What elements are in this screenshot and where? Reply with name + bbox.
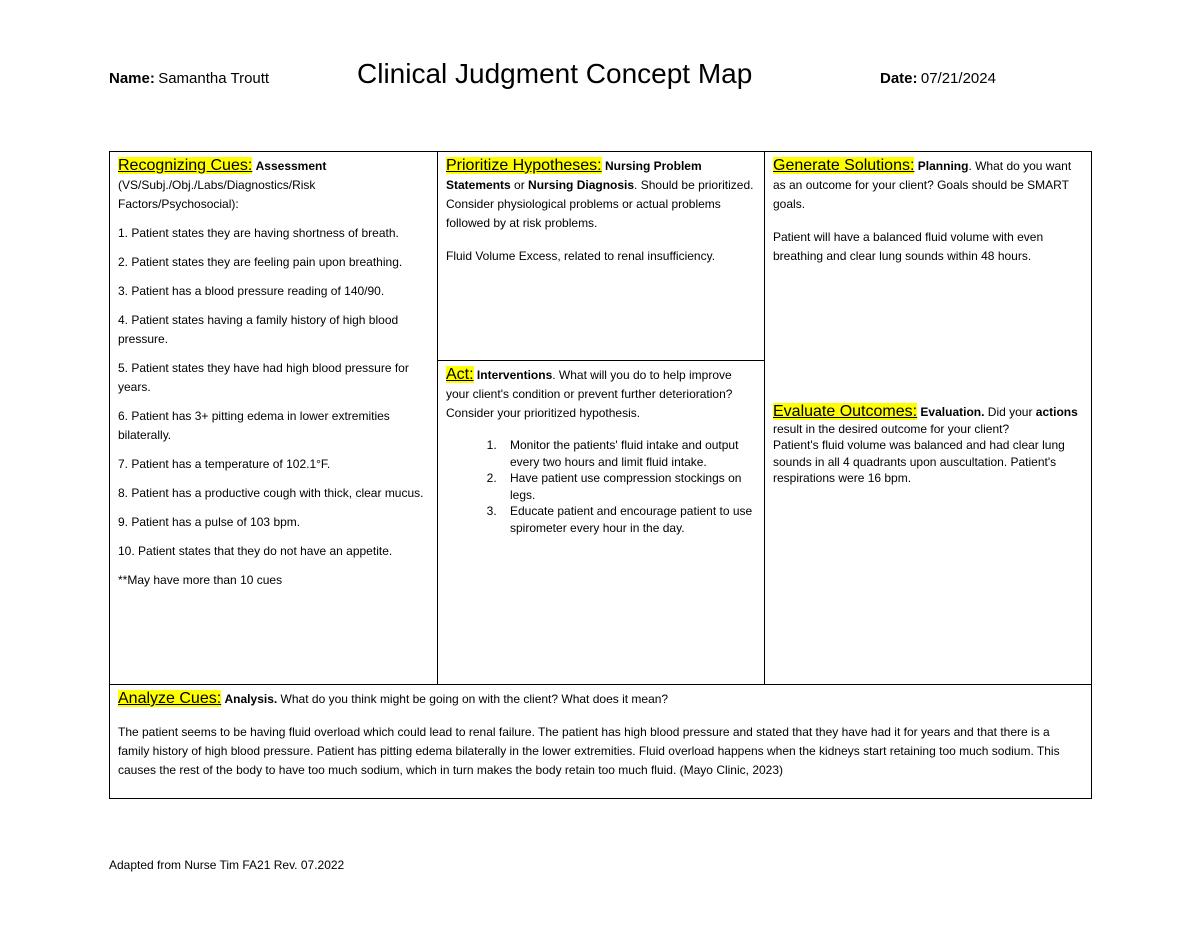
act-instructions: . What will you do to help improve your client's condition or prevent further deterioration? Consider your prioritized hypothesis. bbox=[446, 368, 733, 420]
cue-item: 6. Patient has 3+ pitting edema in lower extremities bilaterally. bbox=[118, 409, 390, 442]
analysis-label: Analysis. bbox=[224, 692, 278, 706]
evaluate-text1: Did your bbox=[984, 405, 1036, 419]
or-word: or bbox=[510, 178, 529, 192]
cues-note: **May have more than 10 cues bbox=[118, 573, 283, 587]
prioritize-answer: Fluid Volume Excess, related to renal insufficiency. bbox=[446, 249, 716, 263]
evaluate-outcomes-heading: Evaluate Outcomes: bbox=[773, 403, 918, 420]
name-field bbox=[109, 70, 269, 87]
recognizing-cues-box bbox=[109, 151, 438, 685]
generate-evaluate-box bbox=[764, 151, 1092, 685]
prioritize-hypotheses-heading: Prioritize Hypotheses: bbox=[446, 157, 602, 174]
act-heading: Act: bbox=[446, 366, 474, 383]
interventions-list bbox=[446, 437, 756, 536]
intervention-item: 1. Monitor the patients' fluid intake and output every two hours and limit fluid intake. bbox=[500, 437, 756, 470]
recognizing-cues-heading: Recognizing Cues: bbox=[118, 157, 253, 174]
act-box bbox=[437, 360, 765, 685]
nursing-diagnosis-label: Nursing Diagnosis bbox=[528, 178, 635, 192]
cue-item: 5. Patient states they have had high blood pressure for years. bbox=[118, 361, 409, 394]
name-label: Name: bbox=[109, 70, 155, 87]
cue-item: 4. Patient states having a family history of high blood pressure. bbox=[118, 313, 399, 346]
name-value: Samantha Troutt bbox=[158, 70, 270, 87]
evaluate-outcomes-section bbox=[773, 404, 1083, 487]
recognizing-cues-subheading: Assessment bbox=[255, 159, 327, 173]
prioritize-instructions: . Should be prioritized. Consider physiological problems or actual problems followed by at risk problems. bbox=[446, 178, 754, 230]
cue-item: 1. Patient states they are having shortness of breath. bbox=[118, 226, 399, 240]
page-title: Clinical Judgment Concept Map bbox=[357, 58, 753, 89]
date-value: 07/21/2024 bbox=[920, 70, 996, 87]
footer-note: Adapted from Nurse Tim FA21 Rev. 07.2022 bbox=[109, 858, 345, 872]
nursing-problem-label: Nursing Problem Statements bbox=[446, 159, 702, 192]
analyze-cues-box bbox=[109, 684, 1092, 799]
prioritize-hypotheses-box bbox=[437, 151, 765, 361]
cue-item: 8. Patient has a productive cough with thick, clear mucus. bbox=[118, 486, 424, 500]
cue-item: 7. Patient has a temperature of 102.1°F. bbox=[118, 457, 331, 471]
analyze-instructions: What do you think might be going on with the client? What does it mean? bbox=[277, 692, 669, 706]
evaluate-answer: Patient's fluid volume was balanced and had clear lung sounds in all 4 quadrants upon auscultation. Patient's respirations were 16 bpm. bbox=[773, 438, 1065, 485]
recognizing-cues-intro: (VS/Subj./Obj./Labs/Diagnostics/Risk Factors/Psychosocial): bbox=[118, 178, 316, 211]
date-label: Date: bbox=[880, 70, 918, 87]
analyze-answer: The patient seems to be having fluid overload which could lead to renal failure. The patient has high blood pressure and stated that they have had it for years and that there is a family history of high blood pressure. Patient has pitting edema bilaterally in the lower extremities. Fluid overload happens when the kidneys start retaining too much sodium. This causes the rest of the body to have too much sodium, which in turn makes the body retain too much fluid. (Mayo Clinic, 2023) bbox=[118, 725, 1060, 777]
intervention-item: 2. Have patient use compression stockings on legs. bbox=[500, 470, 756, 503]
planning-label: Planning bbox=[917, 159, 969, 173]
generate-instructions: . What do you want as an outcome for your client? Goals should be SMART goals. bbox=[773, 159, 1072, 211]
actions-label: actions bbox=[1035, 405, 1078, 419]
date-field bbox=[880, 70, 996, 87]
cue-item: 9. Patient has a pulse of 103 bpm. bbox=[118, 515, 301, 529]
evaluate-text2: result in the desired outcome for your client? bbox=[773, 421, 1010, 436]
interventions-label: Interventions bbox=[476, 368, 553, 382]
generate-solutions-heading: Generate Solutions: bbox=[773, 157, 915, 174]
cue-item: 10. Patient states that they do not have an appetite. bbox=[118, 544, 393, 558]
analyze-cues-heading: Analyze Cues: bbox=[118, 690, 222, 707]
evaluation-label: Evaluation. bbox=[920, 405, 985, 419]
cue-item: 3. Patient has a blood pressure reading of 140/90. bbox=[118, 284, 385, 298]
cue-item: 2. Patient states they are feeling pain upon breathing. bbox=[118, 255, 403, 269]
generate-answer: Patient will have a balanced fluid volume with even breathing and clear lung sounds within 48 hours. bbox=[773, 230, 1044, 263]
generate-solutions-section bbox=[773, 156, 1083, 266]
intervention-item: 3. Educate patient and encourage patient to use spirometer every hour in the day. bbox=[500, 503, 756, 536]
